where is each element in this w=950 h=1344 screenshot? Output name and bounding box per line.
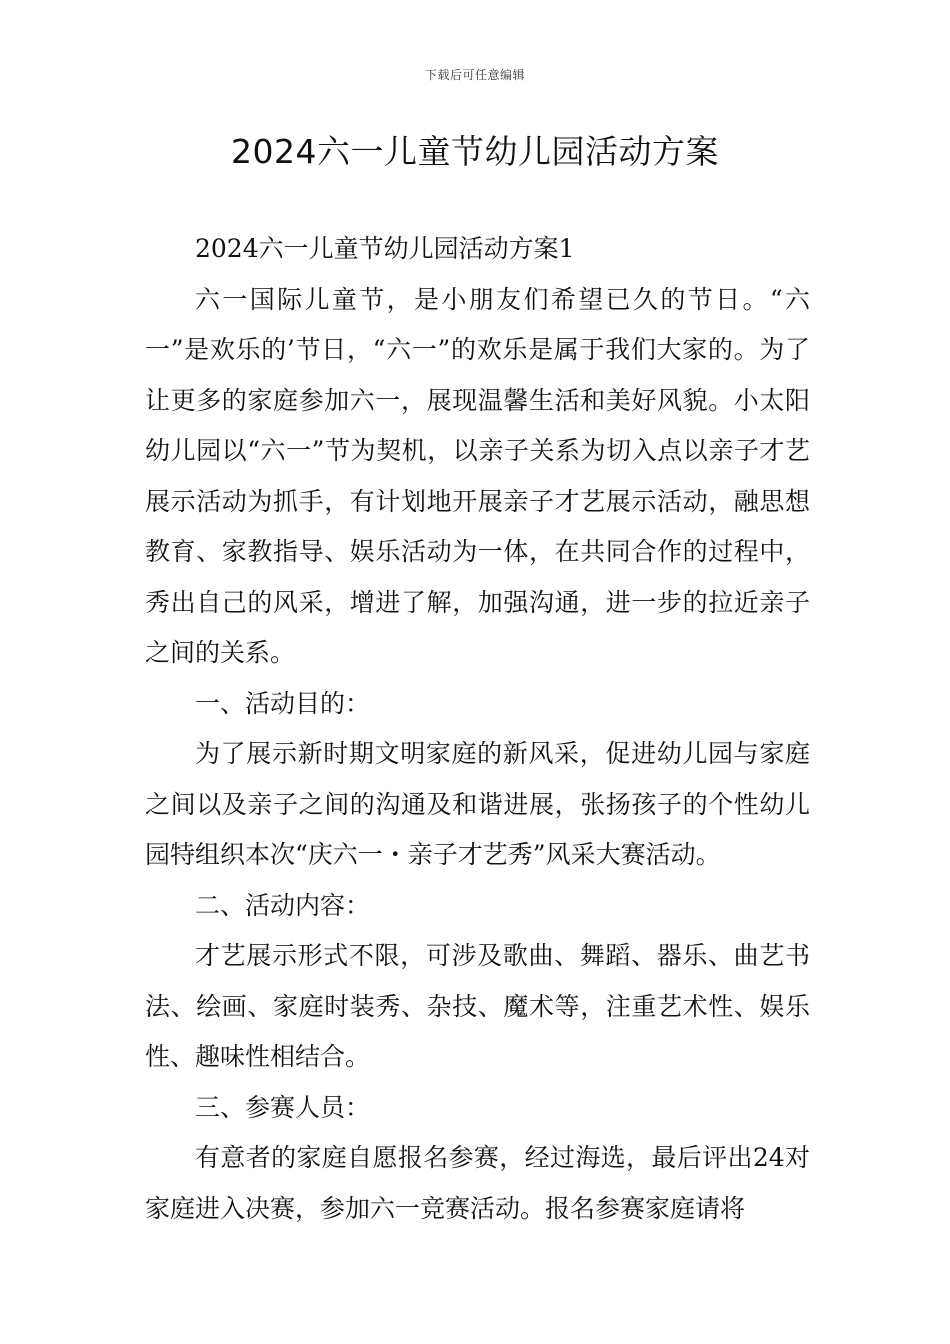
document-body: [145, 224, 810, 1234]
document-title: 2024六一儿童节幼儿园活动方案: [231, 132, 719, 171]
section-heading-participants: 三、参赛人员：: [195, 1092, 371, 1122]
header-note: 下载后可任意编辑: [424, 68, 525, 82]
participants-paragraph: 有意者的家庭自愿报名参赛，经过海选，最后评出24对家庭进入决赛，参加六一竞赛活动。报名参赛家庭请将: [145, 1143, 810, 1223]
section-heading: 2024六一儿童节幼儿园活动方案1: [195, 234, 575, 263]
purpose-paragraph: 为了展示新时期文明家庭的新风采，促进幼儿园与家庭之间以及亲子之间的沟通及和谐进展，张扬孩子的个性幼儿园特组织本次“庆六一・亲子才艺秀”风采大赛活动。: [145, 739, 810, 869]
section-heading-content: 二、活动内容：: [195, 890, 371, 920]
section-heading-purpose: 一、活动目的：: [195, 688, 371, 718]
content-paragraph: 才艺展示形式不限，可涉及歌曲、舞蹈、器乐、曲艺书法、绘画、家庭时装秀、杂技、魔术等，注重艺术性、娱乐性、趣味性相结合。: [145, 941, 810, 1071]
intro-paragraph: 六一国际儿童节，是小朋友们希望已久的节日。“六一”是欢乐的’节日，“六一”的欢乐是属于我们大家的。为了让更多的家庭参加六一，展现温馨生活和美好风貌。小太阳幼儿园以“六一”节为契机，以亲子关系为切入点以亲子才艺展示活动为抓手，有计划地开展亲子才艺展示活动，融思想教育、家教指导、娱乐活动为一体，在共同合作的过程中，秀出自己的风采，增进了解，加强沟通，进一步的拉近亲子之间的关系。: [145, 284, 810, 667]
